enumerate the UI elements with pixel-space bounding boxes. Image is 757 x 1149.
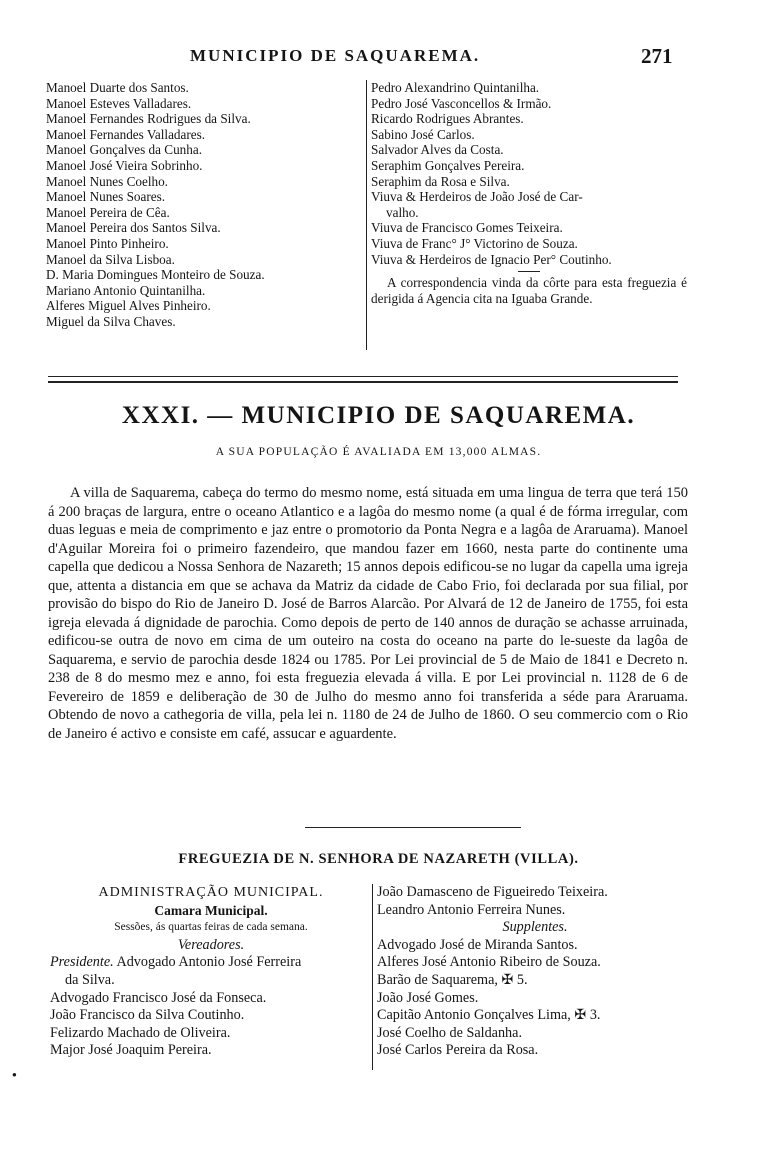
list-item: Viuva de Francisco Gomes Teixeira.	[371, 220, 563, 236]
list-item-continuation: valho.	[386, 204, 419, 220]
list-item: Pedro José Vasconcellos & Irmão.	[371, 95, 552, 111]
sessions-note: Sessões, ás quartas feiras de cada semana.	[114, 921, 308, 934]
list-item: Manoel Pinto Pinheiro.	[46, 235, 169, 251]
supplente-member: Alferes José Antonio Ribeiro de Souza.	[377, 954, 601, 971]
list-item: Manoel Duarte dos Santos.	[46, 80, 189, 95]
council-member: Major José Joaquim Pereira.	[50, 1042, 212, 1059]
list-item: Manoel Gonçalves da Cunha.	[46, 142, 203, 158]
page-number: 271	[641, 44, 673, 68]
supplente-member: Barão de Saquarema, ✠ 5.	[377, 971, 528, 988]
list-item: Manoel Nunes Coelho.	[46, 173, 168, 189]
president-name-continuation: da Silva.	[65, 971, 115, 988]
list-item: Viuva & Herdeiros de João José de Car-	[371, 189, 583, 205]
supplente-member: Capitão Antonio Gonçalves Lima, ✠ 3.	[377, 1007, 601, 1024]
administration-left-column	[50, 884, 372, 1060]
list-item: Pedro Alexandrino Quintanilha.	[371, 80, 540, 95]
supplente-member: José Carlos Pereira da Rosa.	[377, 1042, 539, 1059]
list-item: Alferes Miguel Alves Pinheiro.	[46, 298, 211, 314]
chapter-title: XXXI. — MUNICIPIO DE SAQUAREMA.	[121, 402, 636, 429]
supplente-member: Advogado José de Miranda Santos.	[377, 936, 578, 953]
list-item: Ricardo Rodrigues Abrantes.	[371, 111, 524, 127]
list-item: Miguel da Silva Chaves.	[46, 313, 176, 329]
president-line	[50, 954, 372, 972]
administration-heading: ADMINISTRAÇÃO MUNICIPAL.	[98, 885, 324, 900]
stray-ink-mark: ●	[12, 1070, 17, 1079]
supplente-member: José Coelho de Saldanha.	[377, 1024, 522, 1041]
list-item: Seraphim da Rosa e Silva.	[371, 173, 510, 189]
supplente-member: João José Gomes.	[377, 989, 479, 1006]
council-member: Leandro Antonio Ferreira Nunes.	[377, 901, 566, 918]
council-member: Felizardo Machado de Oliveira.	[50, 1024, 231, 1041]
council-member: João Francisco da Silva Coutinho.	[50, 1007, 245, 1024]
short-divider	[518, 271, 540, 272]
list-item: Sabino José Carlos.	[371, 126, 475, 142]
parish-heading: FREGUEZIA DE N. SENHORA DE NAZARETH (VILLA).	[178, 851, 579, 867]
list-item: Viuva de Franc° J° Victorino de Souza.	[371, 235, 578, 251]
council-member: Advogado Francisco José da Fonseca.	[50, 989, 267, 1006]
history-paragraph: A villa de Saquarema, cabeça do termo do mesmo nome, está situada em uma lingua de terra que terá 150 á 200 braças de largura, entre o oceano Atlantico e a lagôa do mesmo nome (a qual é de fórma irregular, com duas leguas e meia de comprimento e jaz entre o promotorio da Ponta Negra e a lagôa de Araruama). Manoel d'Aguilar Moreira foi o primeiro fazendeiro, que mandou fazer em 1660, nesta parte do continente uma capella que dedicou a Nossa Senhora de Nazareth; 15 annos depois edificou-se no lugar da capella uma igreja que, attenta a distancia em que se achava da Matriz da cidade de Cabo Frio, foi declarada por sua filial, por provisão do bispo do Rio de Janeiro D. José de Barros Alarcão. Por Alvará de 12 de Janeiro de 1755, foi esta igreja elevada á dignidade de parochia. Como depois de perto de 140 annos de duração se achasse arruinada, edificou-se outra de novo em cima de um outeiro na costa do oceano na parte do le-sueste da lagôa de Saquarema, e servio de parochia desde 1824 ou 1785. Por Lei provincial de 5 de Maio de 1841 e Decreto n. 238 de 8 do mesmo mez e anno, foi esta freguezia elevada á villa. E por Lei provincial n. 1128 de 6 de Fevereiro de 1859 e deliberação de 30 de Julho do mesmo anno foi transferida a séde para Araruama. Obtendo de novo a cathegoria de villa, pela lei n. 1180 de 24 de Julho de 1860. O seu commercio com o Rio de Janeiro é activo e consiste em café, assucar e aguardente.	[48, 485, 688, 742]
list-item: Manoel Nunes Soares.	[46, 189, 166, 205]
list-item: Manoel Esteves Valladares.	[46, 95, 192, 111]
president-name: Advogado Antonio José Ferreira	[116, 954, 302, 971]
list-item: Manoel Fernandes Rodrigues da Silva.	[46, 111, 251, 127]
running-title: MUNICIPIO DE SAQUAREMA.	[190, 46, 481, 65]
administration-right-column	[372, 884, 693, 1070]
population-subtitle: A SUA POPULAÇÃO É AVALIADA EM 13,000 ALMAS.	[215, 446, 542, 458]
list-item: Manoel José Vieira Sobrinho.	[46, 157, 203, 173]
supplentes-label: Supplentes.	[502, 919, 568, 936]
resident-list	[46, 80, 696, 350]
list-item: Seraphim Gonçalves Pereira.	[371, 157, 525, 173]
vereadores-label: Vereadores.	[177, 936, 245, 953]
correspondence-note	[371, 275, 687, 306]
camara-heading: Camara Municipal.	[154, 902, 268, 918]
list-item: D. Maria Domingues Monteiro de Souza.	[46, 267, 265, 283]
president-label: Presidente.	[50, 954, 114, 971]
list-item: Manoel da Silva Lisboa.	[46, 251, 175, 267]
correspondence-note-text: A correspondencia vinda da côrte para esta freguezia é derigida á Agencia cita na Iguaba Grande.	[371, 275, 687, 306]
section-divider	[305, 827, 521, 828]
resident-list-right-column	[366, 80, 687, 350]
council-member: João Damasceno de Figueiredo Teixeira.	[377, 884, 608, 900]
list-item: Mariano Antonio Quintanilha.	[46, 282, 206, 298]
list-item: Viuva & Herdeiros de Ignacio Per° Coutinho.	[371, 251, 612, 267]
running-header	[0, 46, 757, 72]
list-item: Salvador Alves da Costa.	[371, 142, 504, 158]
list-item: Manoel Pereira dos Santos Silva.	[46, 220, 221, 236]
section-double-rule	[48, 376, 678, 383]
resident-list-left-column	[46, 80, 364, 330]
list-item: Manoel Pereira de Cêa.	[46, 204, 170, 220]
list-item: Manoel Fernandes Valladares.	[46, 126, 206, 142]
